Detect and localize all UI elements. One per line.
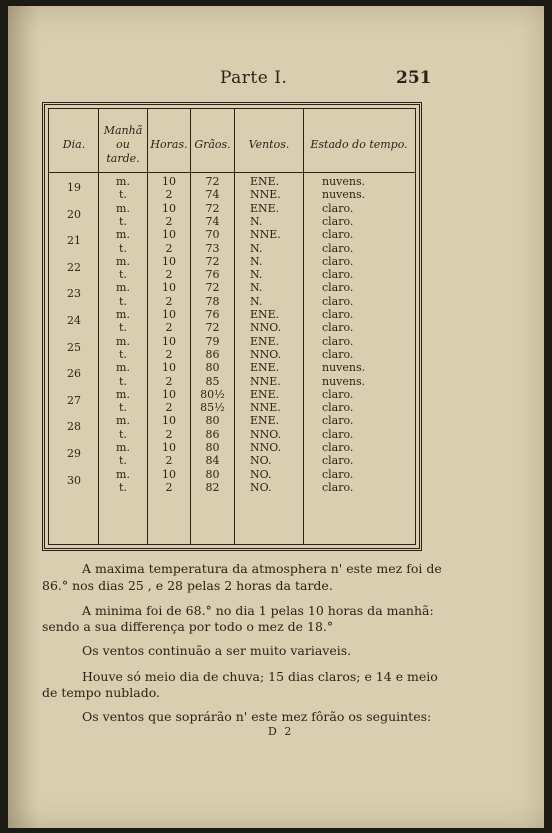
cell-ventos: ENE. [250, 387, 280, 401]
cell-estado: claro. [322, 414, 354, 428]
cell-manha-tarde: m. [116, 281, 130, 295]
cell-ventos: NNE. [250, 374, 281, 388]
header-horas: Horas. [150, 138, 188, 151]
cell-horas: 2 [165, 188, 173, 202]
cell-manha-tarde: m. [116, 201, 130, 215]
cell-manha-tarde: t. [119, 374, 127, 388]
cell-graos: 76 [205, 308, 220, 321]
cell-horas: 10 [162, 228, 176, 242]
cell-horas: 2 [165, 480, 173, 494]
paragraph-maxima-line2: 86.° nos dias 25 , e 28 pelas 2 horas da tarde. [42, 578, 333, 593]
cell-ventos: ENE. [250, 308, 280, 321]
cell-manha-tarde: t. [119, 321, 127, 335]
cell-ventos: NNE. [250, 228, 281, 242]
cell-manha-tarde: m. [116, 387, 130, 401]
cell-graos: 78 [205, 294, 220, 308]
cell-estado: claro. [322, 214, 354, 228]
header-tarde: tarde. [106, 152, 140, 165]
cell-dia: 25 [67, 340, 81, 354]
cell-horas: 10 [162, 254, 176, 268]
cell-ventos: ENE. [250, 334, 280, 348]
cell-graos: 82 [205, 480, 220, 494]
cell-graos: 72 [205, 254, 220, 268]
cell-ventos: NO. [250, 467, 272, 481]
cell-graos: 85 [205, 374, 220, 388]
cell-manha-tarde: t. [119, 294, 127, 308]
header-ventos: Ventos. [248, 138, 290, 151]
cell-dia: 21 [67, 234, 81, 248]
cell-graos: 80½ [200, 387, 225, 401]
cell-manha-tarde: t. [119, 268, 127, 282]
cell-estado: claro. [322, 254, 354, 268]
cell-ventos: NO. [250, 454, 272, 468]
cell-graos: 74 [205, 188, 220, 202]
cell-ventos: N. [250, 281, 263, 295]
cell-manha-tarde: t. [119, 427, 127, 441]
cell-estado: claro. [322, 294, 354, 308]
cell-graos: 72 [205, 175, 220, 188]
cell-graos: 70 [205, 228, 220, 242]
cell-ventos: ENE. [250, 414, 280, 428]
cell-estado: claro. [322, 241, 354, 255]
cell-manha-tarde: m. [116, 254, 130, 268]
cell-manha-tarde: t. [119, 454, 127, 468]
cell-dia: 26 [67, 367, 81, 381]
cell-graos: 72 [205, 321, 220, 335]
cell-ventos: N. [250, 268, 263, 282]
cell-dia: 20 [67, 207, 81, 221]
cell-dia: 23 [67, 287, 81, 301]
cell-estado: nuvens. [322, 361, 366, 375]
cell-estado: claro. [322, 427, 354, 441]
cell-horas: 10 [162, 175, 176, 188]
cell-graos: 84 [205, 454, 220, 468]
cell-horas: 2 [165, 321, 173, 335]
cell-horas: 2 [165, 427, 173, 441]
cell-estado: claro. [322, 347, 354, 361]
cell-graos: 72 [205, 281, 220, 295]
cell-horas: 10 [162, 201, 176, 215]
cell-dia: 19 [67, 181, 81, 194]
page-spine-shadow [8, 6, 38, 828]
cell-ventos: NNO. [250, 321, 282, 335]
cell-horas: 2 [165, 268, 173, 282]
cell-ventos: NNO. [250, 441, 282, 454]
cell-horas: 10 [162, 281, 176, 295]
cell-ventos: ENE. [250, 175, 280, 188]
cell-dia: 30 [67, 473, 81, 487]
header-graos: Grãos. [194, 138, 231, 151]
header-manha: Manhã [103, 124, 143, 137]
cell-horas: 10 [162, 441, 176, 454]
page-header [0, 68, 552, 92]
cell-manha-tarde: m. [116, 175, 130, 188]
cell-graos: 86 [205, 427, 220, 441]
cell-horas: 2 [165, 401, 173, 415]
cell-horas: 10 [162, 467, 176, 481]
cell-manha-tarde: t. [119, 188, 127, 202]
column-divider [303, 108, 304, 545]
cell-ventos: N. [250, 254, 263, 268]
cell-graos: 72 [205, 201, 220, 215]
cell-graos: 79 [205, 334, 220, 348]
cell-manha-tarde: m. [116, 334, 130, 348]
cell-manha-tarde: m. [116, 467, 130, 481]
cell-graos: 80 [205, 441, 220, 454]
column-divider [234, 108, 235, 545]
cell-ventos: N. [250, 214, 263, 228]
cell-ventos: NNO. [250, 427, 282, 441]
cell-horas: 2 [165, 347, 173, 361]
header-divider [48, 172, 416, 173]
cell-horas: 10 [162, 387, 176, 401]
cell-estado: claro. [322, 441, 354, 454]
cell-estado: nuvens. [322, 374, 366, 388]
cell-dia: 29 [67, 447, 81, 460]
cell-dia: 24 [67, 314, 81, 327]
cell-ventos: NNO. [250, 347, 282, 361]
cell-manha-tarde: t. [119, 480, 127, 494]
paragraph-chuva-line1: Houve só meio dia de chuva; 15 dias claros; e 14 e meio [82, 669, 438, 684]
cell-estado: claro. [322, 334, 354, 348]
cell-dia: 28 [67, 420, 81, 434]
cell-estado: claro. [322, 268, 354, 282]
cell-estado: claro. [322, 308, 354, 321]
cell-estado: nuvens. [322, 175, 366, 188]
paragraph-minima-line2: sendo a sua differença por todo o mez de 18.° [42, 619, 334, 634]
cell-horas: 10 [162, 308, 176, 321]
cell-estado: claro. [322, 201, 354, 215]
cell-manha-tarde: t. [119, 241, 127, 255]
cell-estado: claro. [322, 454, 354, 468]
cell-ventos: ENE. [250, 361, 280, 375]
cell-estado: claro. [322, 467, 354, 481]
cell-graos: 85½ [200, 401, 225, 415]
cell-horas: 2 [165, 294, 173, 308]
cell-graos: 74 [205, 214, 220, 228]
cell-graos: 76 [205, 268, 220, 282]
page-number: 251 [396, 68, 432, 88]
paragraph-chuva-line2: de tempo nublado. [42, 685, 160, 700]
cell-dia: 22 [67, 260, 81, 274]
cell-ventos: ENE. [250, 201, 280, 215]
cell-graos: 86 [205, 347, 220, 361]
paragraph-maxima-line1: A maxima temperatura da atmosphera n' este mez foi de [82, 561, 442, 576]
cell-ventos: N. [250, 294, 263, 308]
cell-horas: 2 [165, 374, 173, 388]
paragraph-ventos: Os ventos continuão a ser muito variaveis. [82, 643, 352, 658]
cell-ventos: N. [250, 241, 263, 255]
cell-estado: claro. [322, 480, 354, 494]
cell-graos: 80 [205, 414, 220, 428]
cell-horas: 2 [165, 454, 173, 468]
cell-manha-tarde: m. [116, 441, 130, 454]
cell-estado: claro. [322, 387, 354, 401]
cell-ventos: NNE. [250, 188, 281, 202]
cell-ventos: NO. [250, 480, 272, 494]
cell-manha-tarde: t. [119, 401, 127, 415]
cell-estado: claro. [322, 401, 354, 415]
cell-horas: 2 [165, 214, 173, 228]
cell-dia: 27 [67, 393, 81, 407]
paragraph-ventos-seguintes: Os ventos que soprárão n' este mez fôrão os seguintes: [82, 709, 432, 724]
cell-graos: 80 [205, 467, 220, 481]
cell-horas: 10 [162, 414, 176, 428]
header-dia: Dia. [62, 138, 86, 151]
cell-estado: claro. [322, 321, 354, 335]
cell-estado: nuvens. [322, 188, 366, 202]
cell-manha-tarde: m. [116, 414, 130, 428]
paragraph-minima-line1: A minima foi de 68.° no dia 1 pelas 10 horas da manhã: [82, 603, 434, 618]
running-title: Parte I. [220, 68, 288, 88]
signature-mark: D 2 [268, 725, 294, 738]
cell-horas: 10 [162, 334, 176, 348]
cell-graos: 73 [205, 241, 220, 255]
cell-manha-tarde: t. [119, 347, 127, 361]
cell-estado: claro. [322, 281, 354, 295]
cell-graos: 80 [205, 361, 220, 375]
cell-manha-tarde: m. [116, 228, 130, 242]
cell-horas: 10 [162, 361, 176, 375]
cell-horas: 2 [165, 241, 173, 255]
header-ou: ou [116, 138, 130, 151]
cell-manha-tarde: t. [119, 214, 127, 228]
cell-manha-tarde: m. [116, 308, 130, 321]
header-estado: Estado do tempo. [310, 138, 408, 151]
cell-estado: claro. [322, 228, 354, 242]
cell-manha-tarde: m. [116, 361, 130, 375]
cell-ventos: NNE. [250, 401, 281, 415]
